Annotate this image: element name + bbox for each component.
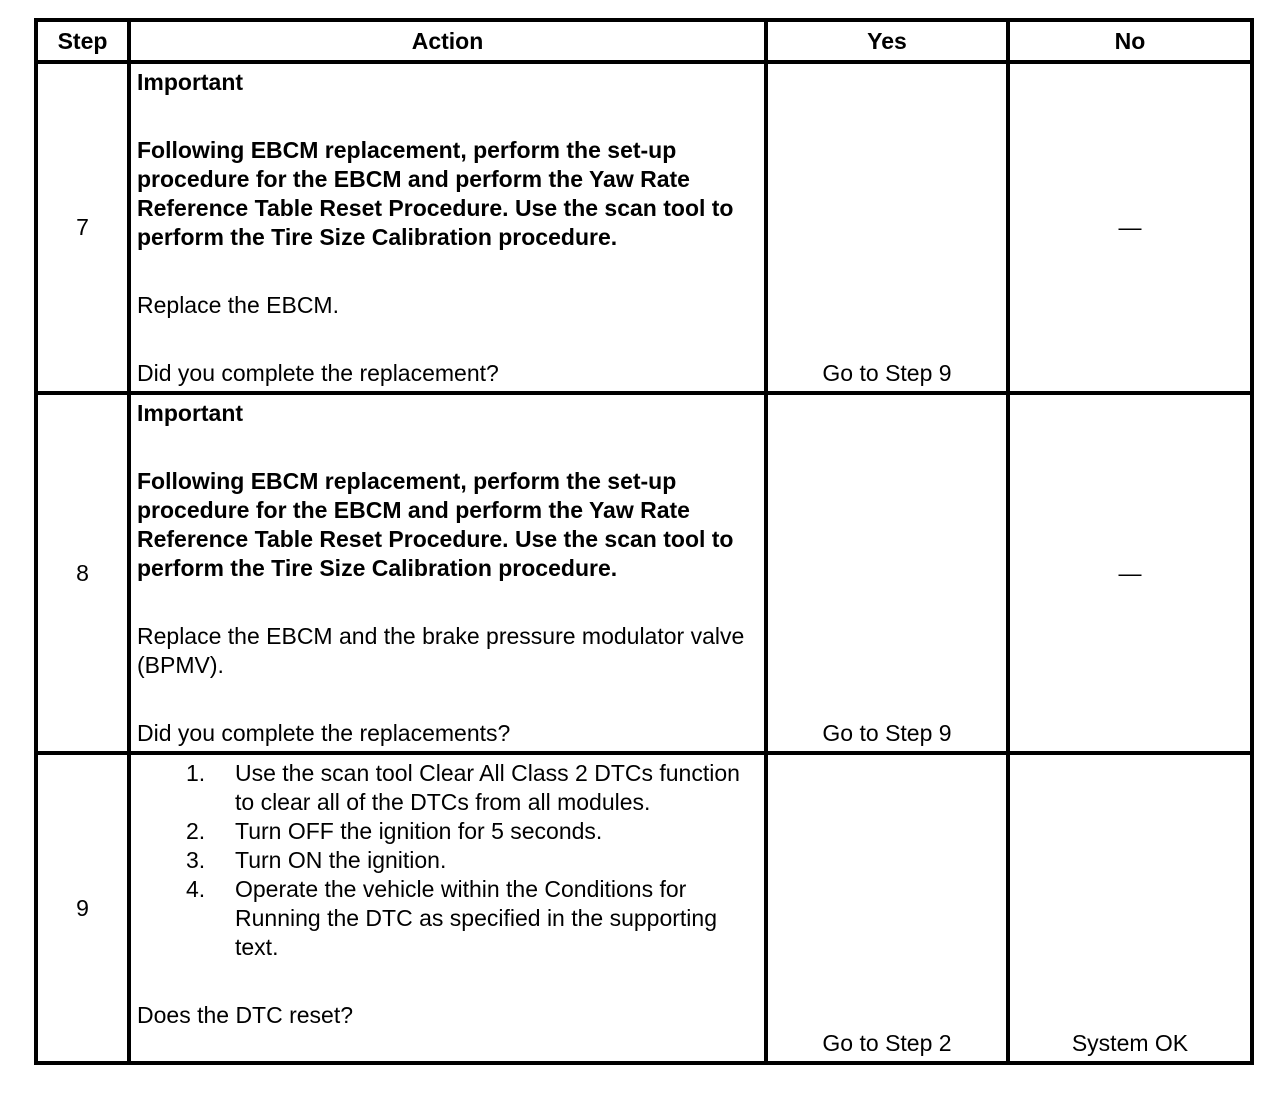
important-text: Following EBCM replacement, perform the set-up procedure for the EBCM and perform the Yaw Rate Reference Table Reset Procedure. Use the scan tool to perform the Tire Size Calibration procedure. bbox=[137, 137, 734, 250]
action-cell bbox=[129, 393, 766, 753]
header-no: No bbox=[1008, 20, 1252, 62]
list-item bbox=[137, 875, 758, 962]
yes-result: Go to Step 9 bbox=[766, 393, 1008, 753]
substep-text: Turn OFF the ignition for 5 seconds. bbox=[235, 818, 603, 844]
header-action: Action bbox=[129, 20, 766, 62]
substep-text: Use the scan tool Clear All Class 2 DTCs function to clear all of the DTCs from all modules. bbox=[235, 760, 740, 815]
step-number: 9 bbox=[36, 753, 129, 1063]
yes-result: Go to Step 9 bbox=[766, 62, 1008, 393]
step-number: 7 bbox=[36, 62, 129, 393]
table-row-step-9 bbox=[36, 753, 1252, 1063]
header-row bbox=[36, 20, 1252, 62]
question-text: Did you complete the replacement? bbox=[137, 360, 499, 386]
list-item bbox=[137, 846, 758, 875]
substep-number: 4. bbox=[186, 876, 206, 902]
yes-result: Go to Step 2 bbox=[766, 753, 1008, 1063]
action-cell bbox=[129, 62, 766, 393]
question-text: Did you complete the replacements? bbox=[137, 720, 511, 746]
step-number: 8 bbox=[36, 393, 129, 753]
important-text: Following EBCM replacement, perform the set-up procedure for the EBCM and perform the Yaw Rate Reference Table Reset Procedure. Use the scan tool to perform the Tire Size Calibration procedure. bbox=[137, 468, 734, 581]
header-yes: Yes bbox=[766, 20, 1008, 62]
important-label: Important bbox=[137, 400, 244, 426]
instruction-text: Replace the EBCM. bbox=[137, 292, 339, 318]
substep-text: Operate the vehicle within the Conditions for Running the DTC as specified in the supporting text. bbox=[235, 876, 718, 960]
header-step: Step bbox=[36, 20, 129, 62]
substep-list bbox=[137, 759, 758, 962]
instruction-text: Replace the EBCM and the brake pressure modulator valve (BPMV). bbox=[137, 623, 745, 678]
list-item bbox=[137, 759, 758, 817]
action-cell bbox=[129, 753, 766, 1063]
substep-number: 2. bbox=[186, 818, 206, 844]
diagnostic-table bbox=[34, 18, 1254, 1065]
no-result: — bbox=[1008, 393, 1252, 753]
no-result: — bbox=[1008, 62, 1252, 393]
substep-text: Turn ON the ignition. bbox=[235, 847, 447, 873]
table-row-step-8 bbox=[36, 393, 1252, 753]
table-row-step-7 bbox=[36, 62, 1252, 393]
no-result: System OK bbox=[1008, 753, 1252, 1063]
important-label: Important bbox=[137, 69, 244, 95]
list-item bbox=[137, 817, 758, 846]
substep-number: 1. bbox=[186, 760, 206, 786]
question-text: Does the DTC reset? bbox=[137, 1002, 354, 1028]
substep-number: 3. bbox=[186, 847, 206, 873]
